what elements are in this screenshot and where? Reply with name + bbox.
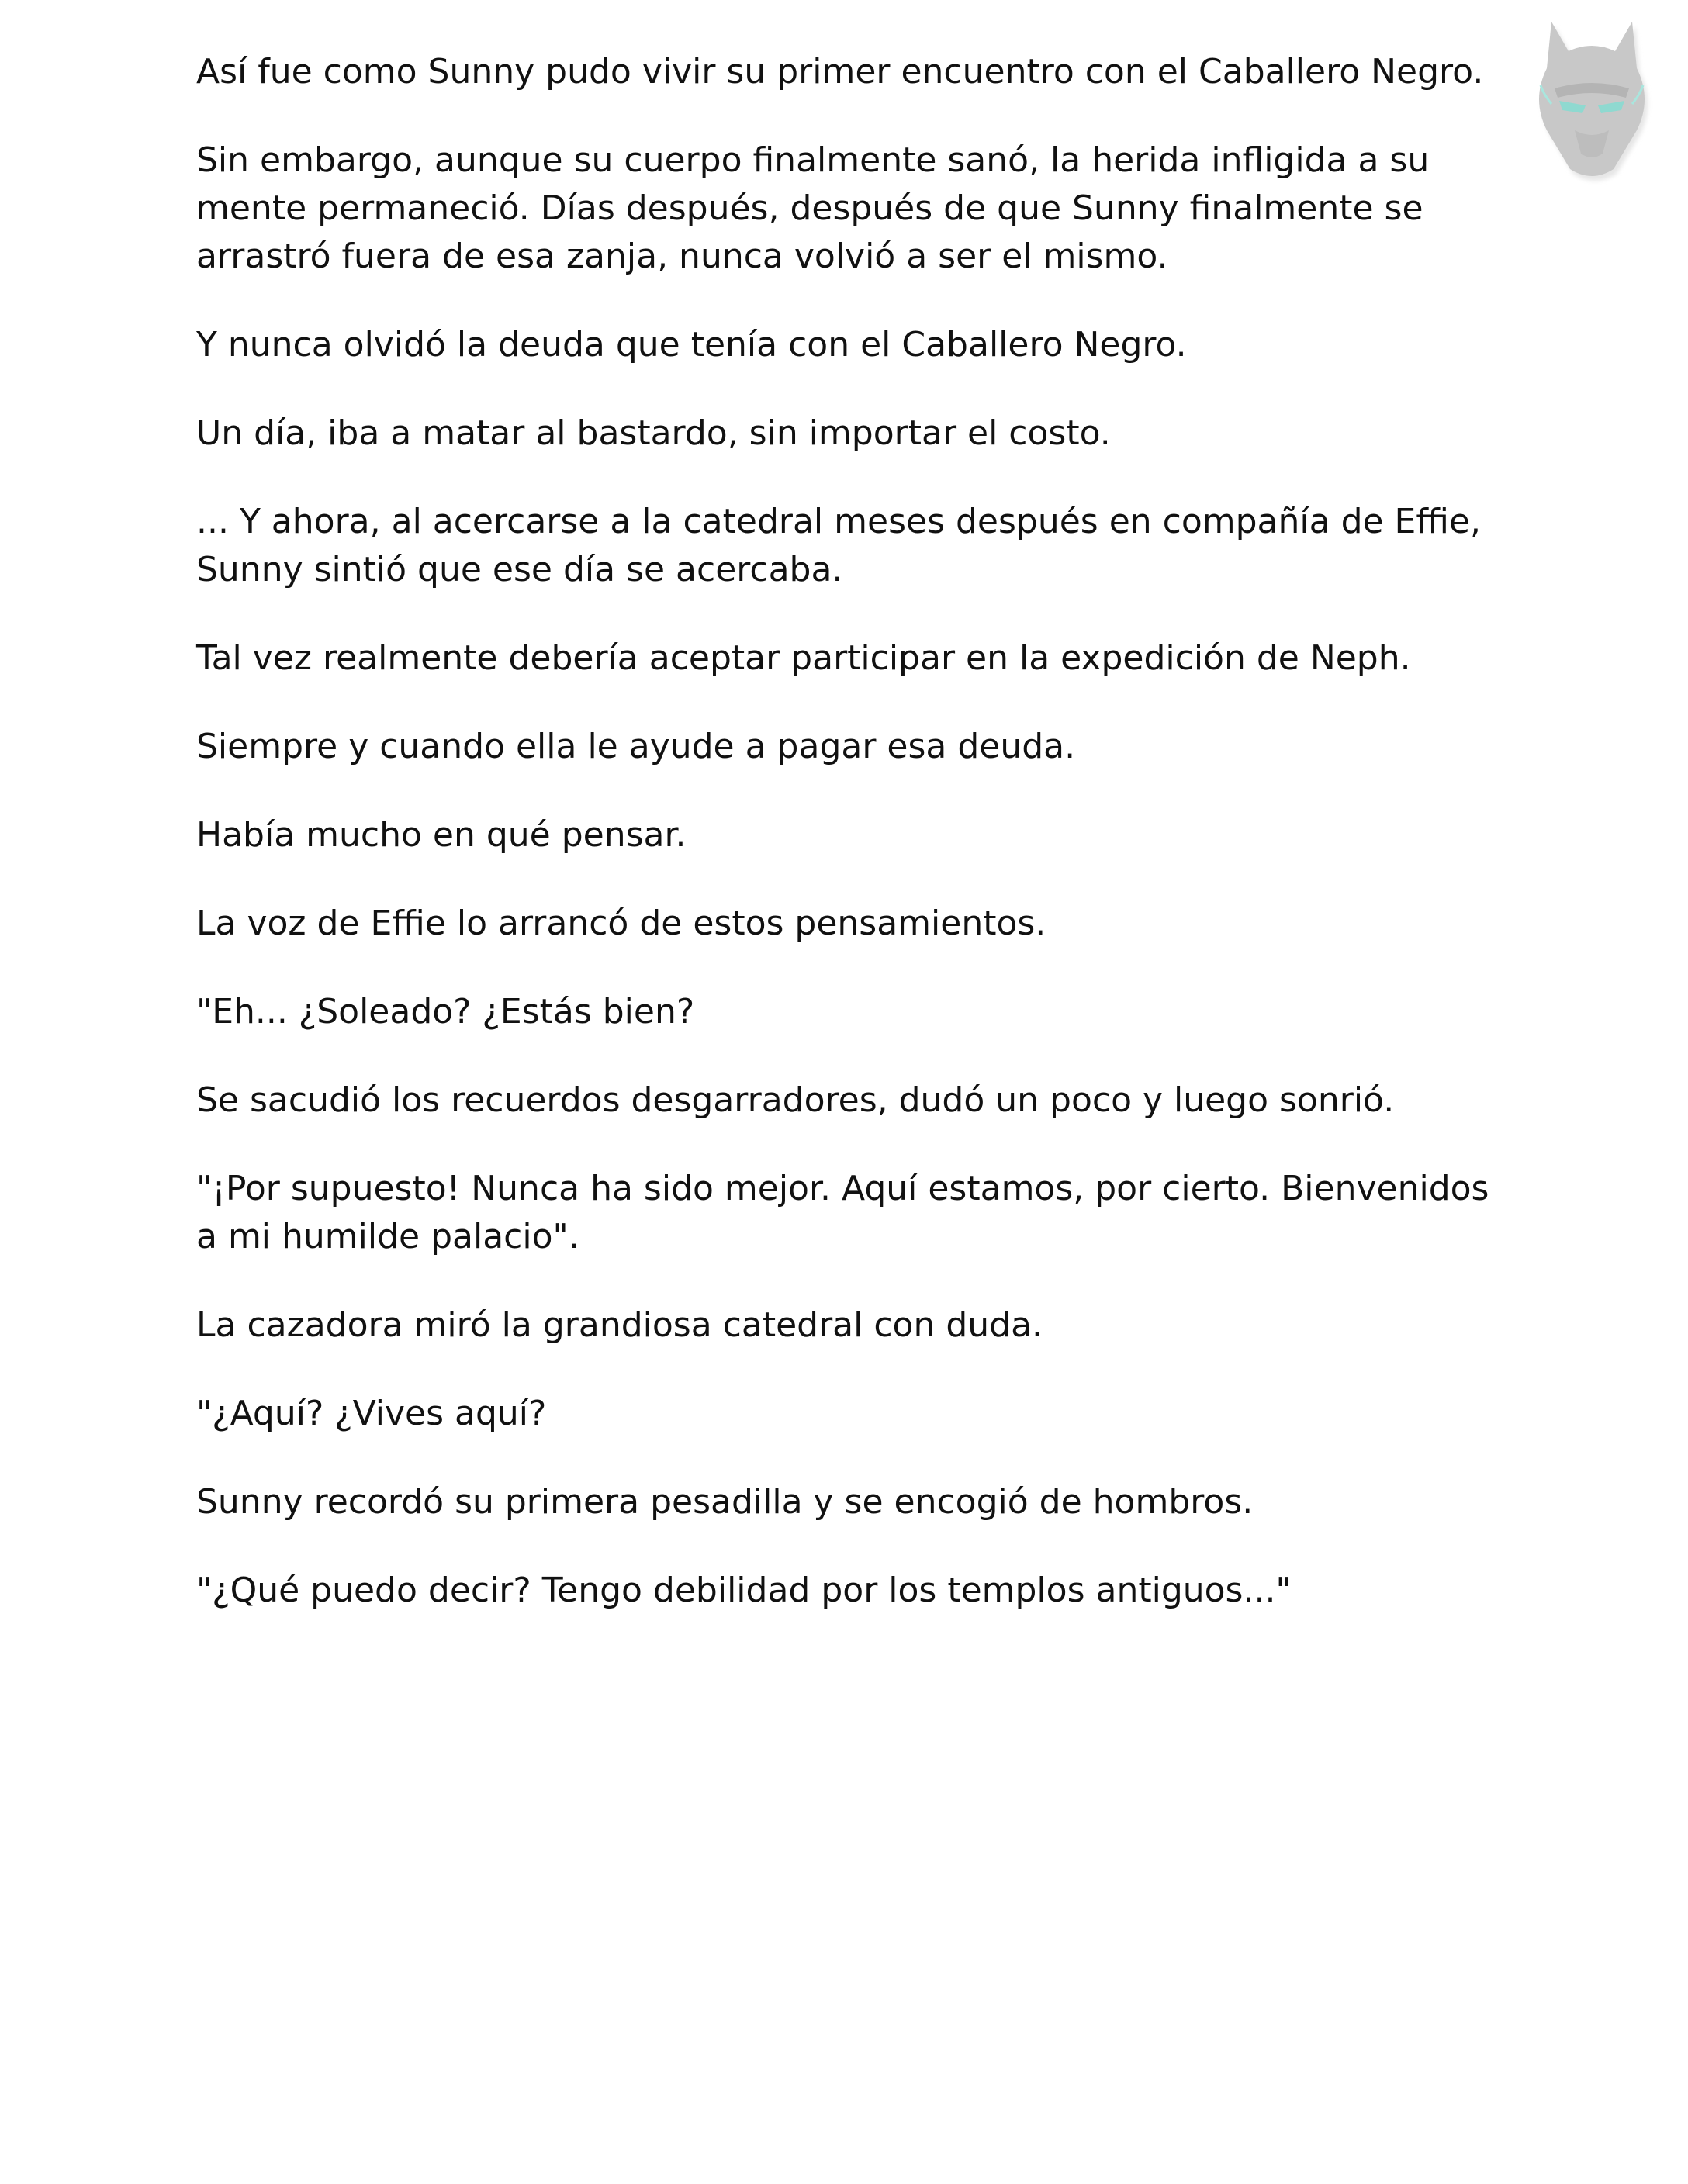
demon-head-logo-icon [1520, 14, 1663, 185]
paragraph: "¡Por supuesto! Nunca ha sido mejor. Aquí estamos, por cierto. Bienvenidos a mi humilde palacio". [196, 1169, 1489, 1256]
paragraph: Un día, iba a matar al bastardo, sin importar el costo. [196, 413, 1111, 453]
paragraph: Sunny recordó su primera pesadilla y se encogió de hombros. [196, 1482, 1254, 1522]
paragraph: Sin embargo, aunque su cuerpo finalmente sanó, la herida infligida a su mente permaneció. Días después, después de que Sunny finalmente se arrastró fuera de esa zanja, nunca volvió a ser el mismo. [196, 140, 1430, 276]
paragraph: Así fue como Sunny pudo vivir su primer encuentro con el Caballero Negro. [196, 52, 1484, 92]
paragraph: Tal vez realmente debería aceptar participar en la expedición de Neph. [196, 638, 1411, 678]
paragraph: ... Y ahora, al acercarse a la catedral meses después en compañía de Effie, Sunny sintió que ese día se acercaba. [196, 502, 1481, 589]
paragraph: Se sacudió los recuerdos desgarradores, dudó un poco y luego sonrió. [196, 1080, 1395, 1120]
document-text [196, 48, 1515, 1655]
paragraph: "¿Aquí? ¿Vives aquí? [196, 1394, 547, 1433]
paragraph: "¿Qué puedo decir? Tengo debilidad por los templos antiguos..." [196, 1571, 1292, 1610]
paragraph: Siempre y cuando ella le ayude a pagar esa deuda. [196, 727, 1076, 766]
paragraph: La voz de Effie lo arrancó de estos pensamientos. [196, 904, 1046, 943]
paragraph: Había mucho en qué pensar. [196, 815, 687, 855]
paragraph: "Eh... ¿Soleado? ¿Estás bien? [196, 992, 695, 1032]
paragraph: Y nunca olvidó la deuda que tenía con el Caballero Negro. [196, 325, 1187, 365]
paragraph: La cazadora miró la grandiosa catedral con duda. [196, 1305, 1043, 1345]
